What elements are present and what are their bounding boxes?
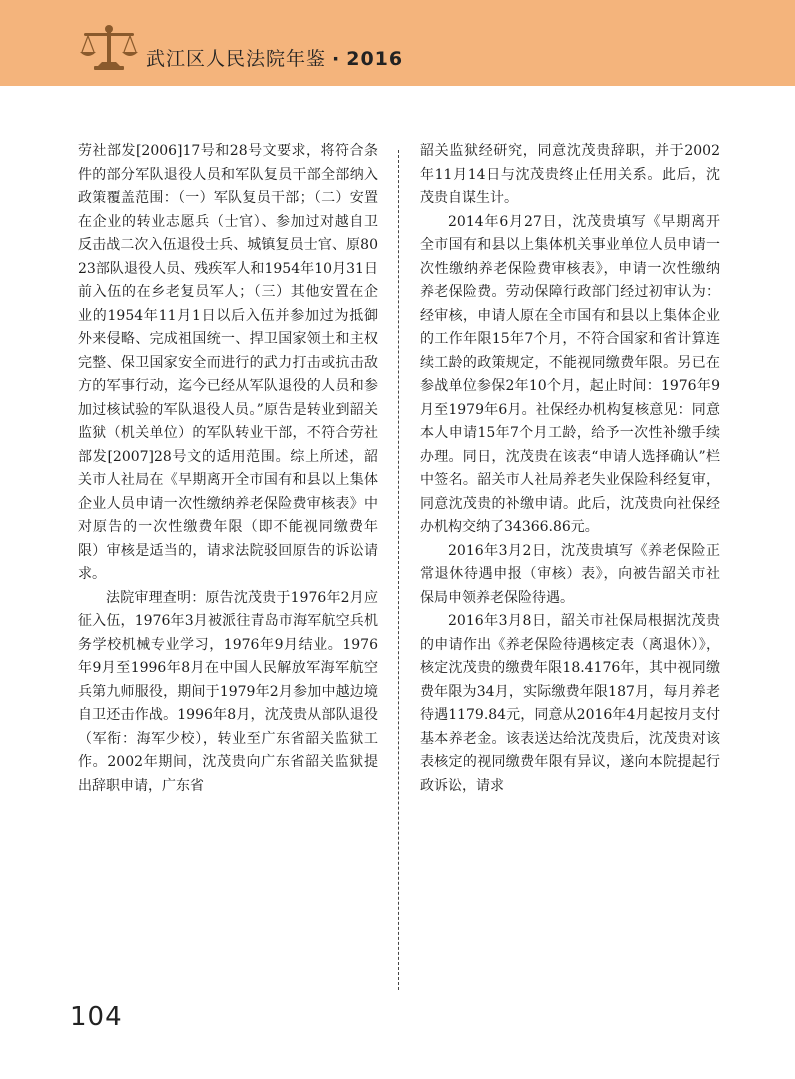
paragraph: 2016年3月8日，韶关市社保局根据沈茂贵的申请作出《养老保险待遇核定表（离退休）》，核定沈茂贵的缴费年限18.4176年，其中视同缴费年限为34月，实际缴费年限187月，每月养老待遇1179.84元，同意从2016年4月起按月支付基本养老金。该表送达给沈茂贵后，沈茂贵对该表核定的视同缴费年限有异议，遂向本院提起行政诉讼，请求	[420, 613, 720, 794]
page-number: 104	[70, 1002, 123, 1032]
header-separator: ·	[332, 48, 341, 70]
yearbook-title	[146, 44, 403, 71]
header-title-text: 武江区人民法院年鉴	[146, 48, 327, 70]
column-divider	[398, 150, 399, 990]
right-text-column	[420, 140, 720, 798]
page-header	[0, 0, 795, 86]
paragraph: 法院审理查明：原告沈茂贵于1976年2月应征入伍，1976年3月被派往青岛市海军航空兵机务学校机械专业学习，1976年9月结业。1976年9月至1996年8月在中国人民解放军海军航空兵第九师服役，期间于1979年2月参加中越边境自卫还击作战。1996年8月，沈茂贵从部队退役（军衔：海军少校），转业至广东省韶关监狱工作。2002年期间，沈茂贵向广东省韶关监狱提出辞职申请，广东省	[78, 589, 378, 794]
paragraph: 2014年6月27日，沈茂贵填写《早期离开全市国有和县以上集体机关事业单位人员申请一次性缴纳养老保险费审核表》，申请一次性缴纳养老保险费。劳动保障行政部门经过初审认为：经审核，申请人原在全市国有和县以上集体企业的工作年限15年7个月，不符合国家和省计算连续工龄的政策规定，不能视同缴费年限。另已在参战单位参保2年10个月，起止时间：1976年9月至1979年6月。社保经办机构复核意见：同意本人申请15年7个月工龄，给予一次性补缴手续办理。同日，沈茂贵在该表“申请人选择确认”栏中签名。韶关市人社局养老失业保险科经复审，同意沈茂贵的补缴申请。此后，沈茂贵向社保经办机构交纳了34366.86元。	[420, 213, 720, 535]
paragraph: 2016年3月2日，沈茂贵填写《养老保险正常退休待遇申报（审核）表》，向被告韶关市社保局申领养老保险待遇。	[420, 542, 720, 606]
paragraph: 韶关监狱经研究，同意沈茂贵辞职，并于2002年11月14日与沈茂贵终止任用关系。此后，沈茂贵自谋生计。	[420, 143, 720, 206]
left-text-column	[78, 140, 378, 798]
scales-of-justice-icon	[78, 22, 140, 74]
paragraph: 劳社部发[2006]17号和28号文要求，将符合条件的部分军队退役人员和军队复员干部全部纳入政策覆盖范围：（一）军队复员干部；（二）安置在企业的转业志愿兵（士官）、参加过对越自卫反击战二次入伍退役士兵、城镇复员士官、原8023部队退役人员、残疾军人和1954年10月31日前入伍的在乡老复员军人；（三）其他安置在企业的1954年11月1日以后入伍并参加过为抵御外来侵略、完成祖国统一、捍卫国家领土和主权完整、保卫国家安全而进行的武力打击或抗击敌方的军事行动，迄今已经从军队退役的人员和参加过核试验的军队退役人员。”原告是转业到韶关监狱（机关单位）的军队转业干部，不符合劳社部发[2007]28号文的适用范围。综上所述，韶关市人社局在《早期离开全市国有和县以上集体企业人员申请一次性缴纳养老保险费审核表》中对原告的一次性缴费年限（即不能视同缴费年限）审核是适当的，请求法院驳回原告的诉讼请求。	[78, 143, 378, 582]
header-year: 2016	[346, 48, 404, 70]
